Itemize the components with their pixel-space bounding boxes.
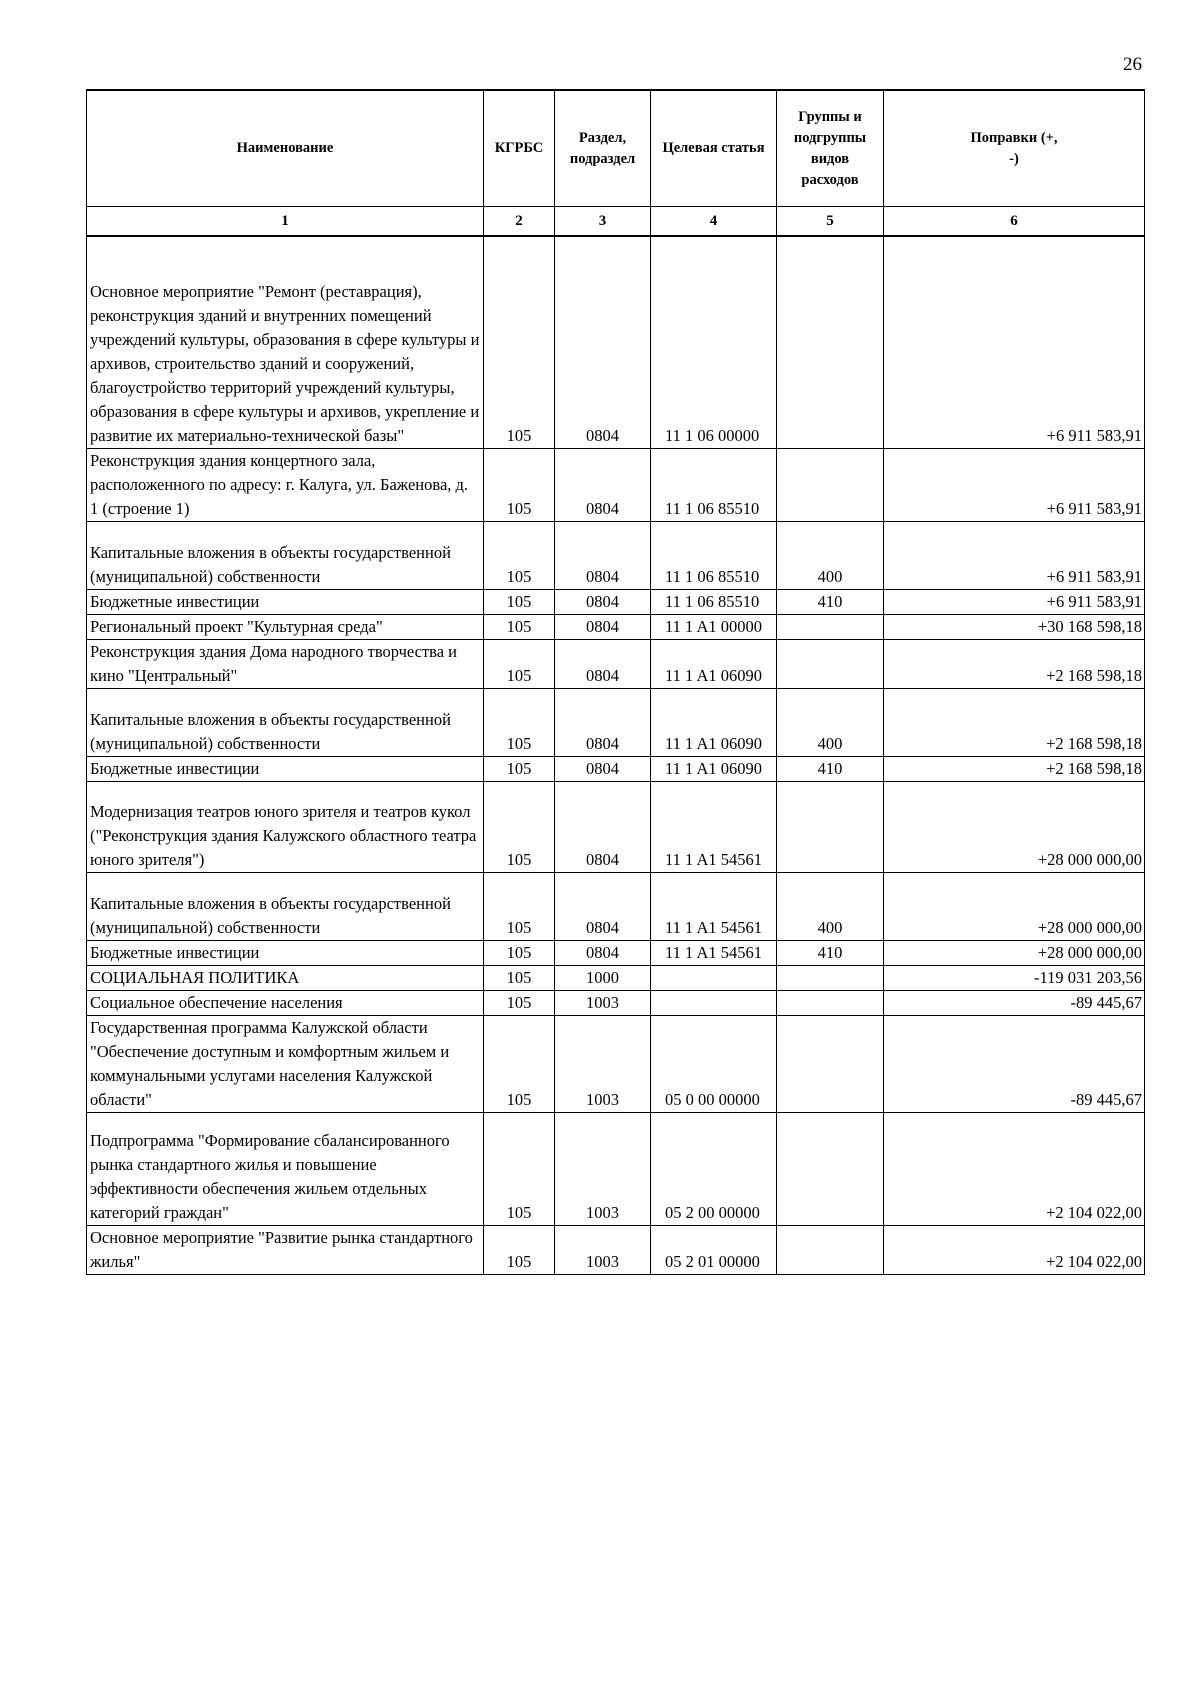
row-kgrbs: 105 (484, 521, 555, 589)
row-kgrbs: 105 (484, 1225, 555, 1274)
row-kgrbs: 105 (484, 990, 555, 1015)
row-name: Подпрограмма "Формирование сбалансированного рынка стандартного жилья и повышение эффективности обеспечения жильем отдельных категорий граждан" (87, 1112, 484, 1225)
row-kgrbs: 105 (484, 872, 555, 940)
row-name: Модернизация театров юного зрителя и театров кукол ("Реконструкция здания Калужского областного театра юного зрителя") (87, 781, 484, 872)
table-row (87, 940, 1145, 965)
row-target-article: 11 1 06 85510 (651, 521, 777, 589)
table-row (87, 1015, 1145, 1112)
row-kgrbs: 105 (484, 448, 555, 521)
row-name: Основное мероприятие "Развитие рынка стандартного жилья" (87, 1225, 484, 1274)
row-amendment-amount: +30 168 598,18 (884, 614, 1145, 639)
row-target-article: 11 1 A1 06090 (651, 756, 777, 781)
row-target-article: 05 2 00 00000 (651, 1112, 777, 1225)
row-name: Реконструкция здания концертного зала, расположенного по адресу: г. Калуга, ул. Баженова, д. 1 (строение 1) (87, 448, 484, 521)
row-amendment-amount: +6 911 583,91 (884, 589, 1145, 614)
row-section: 0804 (555, 448, 651, 521)
row-section: 0804 (555, 614, 651, 639)
row-target-article: 11 1 A1 06090 (651, 639, 777, 688)
row-target-article (651, 965, 777, 990)
row-target-article: 11 1 A1 54561 (651, 781, 777, 872)
row-section: 0804 (555, 872, 651, 940)
row-target-article: 11 1 06 85510 (651, 448, 777, 521)
column-number: 2 (484, 207, 555, 237)
row-section: 0804 (555, 940, 651, 965)
row-kgrbs: 105 (484, 940, 555, 965)
row-expense-group (777, 1015, 884, 1112)
row-section: 1003 (555, 1225, 651, 1274)
header-kgrbs: КГРБС (484, 90, 555, 207)
row-name: Капитальные вложения в объекты государственной (муниципальной) собственности (87, 521, 484, 589)
header-amendments: Поправки (+, -) (884, 90, 1145, 207)
row-name: Капитальные вложения в объекты государственной (муниципальной) собственности (87, 688, 484, 756)
row-expense-group: 410 (777, 589, 884, 614)
row-expense-group (777, 965, 884, 990)
row-target-article: 05 2 01 00000 (651, 1225, 777, 1274)
row-name: Социальное обеспечение населения (87, 990, 484, 1015)
row-amendment-amount: +2 104 022,00 (884, 1112, 1145, 1225)
row-kgrbs: 105 (484, 236, 555, 448)
row-section: 0804 (555, 589, 651, 614)
row-section: 0804 (555, 639, 651, 688)
row-expense-group: 400 (777, 521, 884, 589)
row-amendment-amount: +6 911 583,91 (884, 236, 1145, 448)
row-target-article (651, 990, 777, 1015)
row-expense-group (777, 448, 884, 521)
row-section: 0804 (555, 688, 651, 756)
row-name: Региональный проект "Культурная среда" (87, 614, 484, 639)
row-amendment-amount: +28 000 000,00 (884, 940, 1145, 965)
row-name: Основное мероприятие "Ремонт (реставрация), реконструкция зданий и внутренних помещений учреждений культуры, образования в сфере культуры и архивов, строительство зданий и сооружений, благоустройство территорий учреждений культуры, образования в сфере культуры и архивов, укрепление и развитие их материально-технической базы" (87, 236, 484, 448)
row-amendment-amount: +6 911 583,91 (884, 448, 1145, 521)
row-kgrbs: 105 (484, 639, 555, 688)
column-number-row (87, 207, 1145, 237)
row-section: 1003 (555, 1015, 651, 1112)
row-expense-group: 400 (777, 872, 884, 940)
header-name: Наименование (87, 90, 484, 207)
row-section: 0804 (555, 781, 651, 872)
row-name: Бюджетные инвестиции (87, 940, 484, 965)
row-kgrbs: 105 (484, 781, 555, 872)
row-amendment-amount: +2 168 598,18 (884, 756, 1145, 781)
row-section: 0804 (555, 236, 651, 448)
row-section: 1003 (555, 990, 651, 1015)
table-row (87, 448, 1145, 521)
header-target-article: Целевая статья (651, 90, 777, 207)
row-name: Государственная программа Калужской области "Обеспечение доступным и комфортным жильем и коммунальными услугами населения Калужской области" (87, 1015, 484, 1112)
row-section: 1003 (555, 1112, 651, 1225)
row-target-article: 11 1 A1 54561 (651, 940, 777, 965)
row-amendment-amount: +28 000 000,00 (884, 781, 1145, 872)
row-expense-group: 400 (777, 688, 884, 756)
row-expense-group: 410 (777, 940, 884, 965)
table-row (87, 1112, 1145, 1225)
row-target-article: 11 1 A1 54561 (651, 872, 777, 940)
column-number: 3 (555, 207, 651, 237)
table-row (87, 756, 1145, 781)
row-expense-group: 410 (777, 756, 884, 781)
row-kgrbs: 105 (484, 589, 555, 614)
row-expense-group (777, 236, 884, 448)
column-number: 5 (777, 207, 884, 237)
header-section: Раздел, подраздел (555, 90, 651, 207)
header-row (87, 90, 1145, 207)
row-expense-group (777, 781, 884, 872)
column-number: 1 (87, 207, 484, 237)
row-target-article: 11 1 06 85510 (651, 589, 777, 614)
budget-amendments-table (86, 89, 1145, 1275)
column-number: 4 (651, 207, 777, 237)
table-row (87, 589, 1145, 614)
row-expense-group (777, 1112, 884, 1225)
row-amendment-amount: -89 445,67 (884, 990, 1145, 1015)
row-expense-group (777, 990, 884, 1015)
header-expense-groups: Группы и подгруппы видов расходов (777, 90, 884, 207)
row-amendment-amount: +2 104 022,00 (884, 1225, 1145, 1274)
row-target-article: 11 1 A1 00000 (651, 614, 777, 639)
table-row (87, 521, 1145, 589)
row-expense-group (777, 639, 884, 688)
table-row (87, 781, 1145, 872)
row-expense-group (777, 1225, 884, 1274)
table-row (87, 614, 1145, 639)
row-section: 0804 (555, 756, 651, 781)
row-name: Бюджетные инвестиции (87, 756, 484, 781)
row-amendment-amount: -119 031 203,56 (884, 965, 1145, 990)
table-row (87, 1225, 1145, 1274)
table-row (87, 236, 1145, 448)
row-amendment-amount: -89 445,67 (884, 1015, 1145, 1112)
table-row (87, 965, 1145, 990)
row-section: 1000 (555, 965, 651, 990)
row-amendment-amount: +2 168 598,18 (884, 688, 1145, 756)
row-section: 0804 (555, 521, 651, 589)
row-amendment-amount: +6 911 583,91 (884, 521, 1145, 589)
row-target-article: 11 1 A1 06090 (651, 688, 777, 756)
row-target-article: 11 1 06 00000 (651, 236, 777, 448)
row-kgrbs: 105 (484, 688, 555, 756)
table-row (87, 990, 1145, 1015)
row-name: Реконструкция здания Дома народного творчества и кино "Центральный" (87, 639, 484, 688)
row-name: СОЦИАЛЬНАЯ ПОЛИТИКА (87, 965, 484, 990)
row-expense-group (777, 614, 884, 639)
row-name: Капитальные вложения в объекты государственной (муниципальной) собственности (87, 872, 484, 940)
table-row (87, 872, 1145, 940)
table-row (87, 639, 1145, 688)
table-row (87, 688, 1145, 756)
column-number: 6 (884, 207, 1145, 237)
row-kgrbs: 105 (484, 965, 555, 990)
row-amendment-amount: +2 168 598,18 (884, 639, 1145, 688)
row-kgrbs: 105 (484, 1015, 555, 1112)
row-name: Бюджетные инвестиции (87, 589, 484, 614)
row-kgrbs: 105 (484, 756, 555, 781)
row-amendment-amount: +28 000 000,00 (884, 872, 1145, 940)
row-kgrbs: 105 (484, 1112, 555, 1225)
page-number: 26 (1123, 54, 1142, 75)
row-target-article: 05 0 00 00000 (651, 1015, 777, 1112)
row-kgrbs: 105 (484, 614, 555, 639)
